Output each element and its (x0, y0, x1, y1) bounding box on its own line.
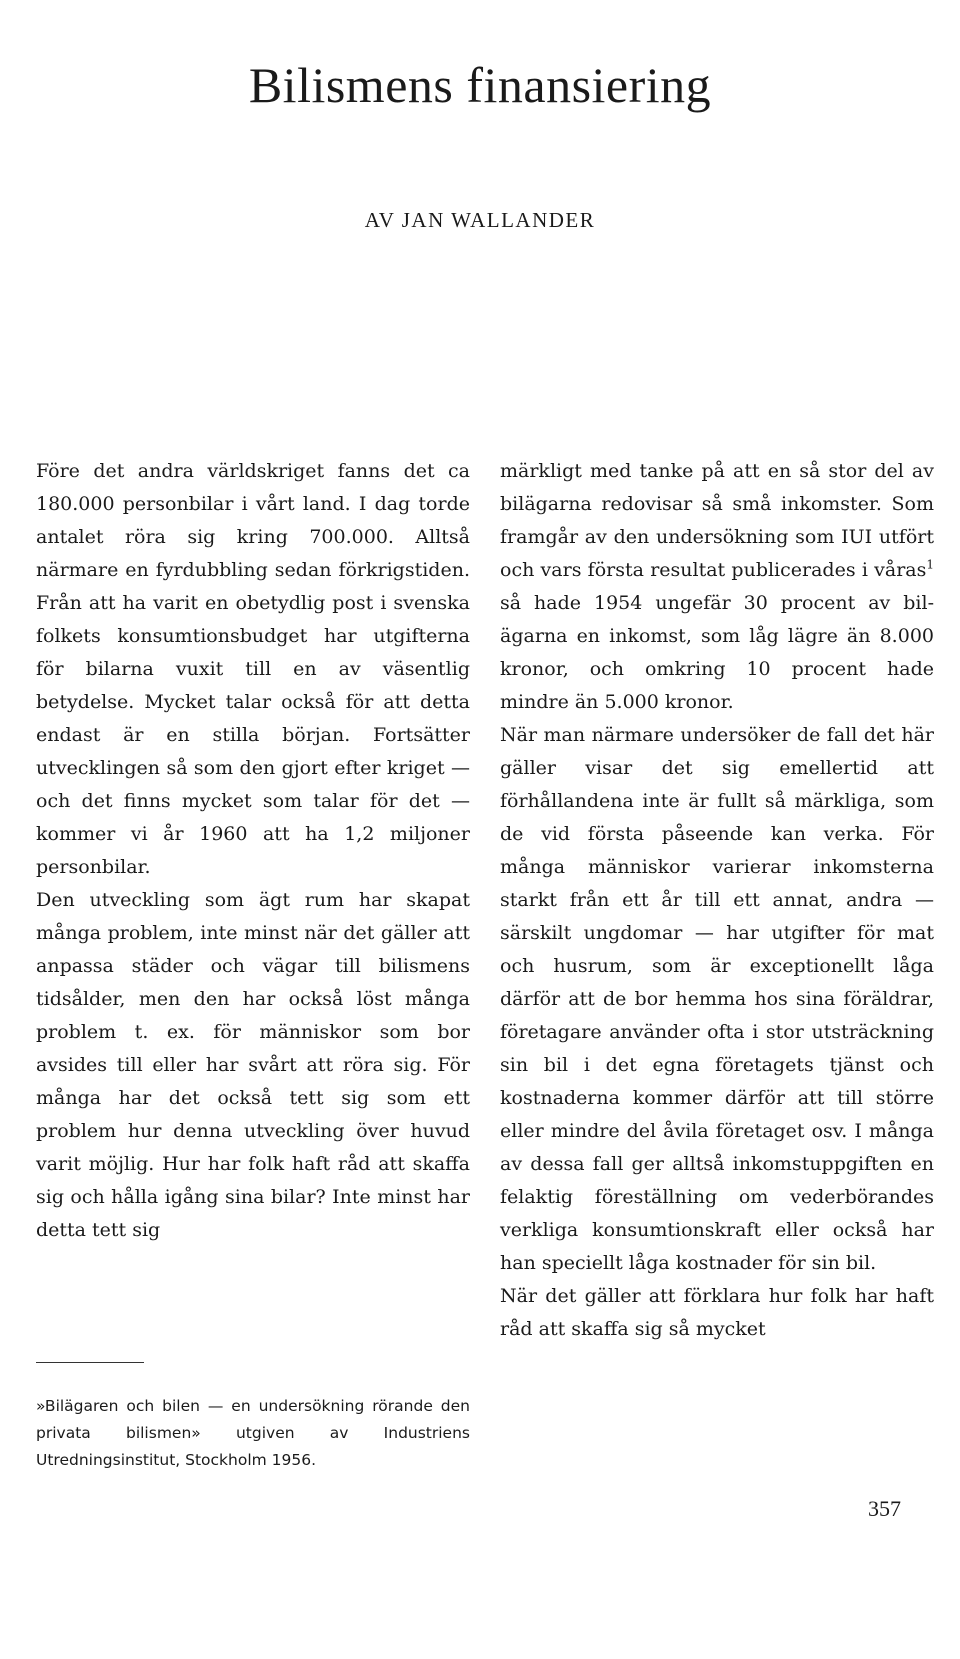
right-paragraph-1 (500, 455, 934, 719)
left-column (36, 455, 470, 1247)
footnote-text: »Bilägaren och bilen — en undersökning rörande den privata bilismen» utgiven av Industriens Utredningsinstitut, Stockholm 1956. (36, 1397, 470, 1469)
right-column (500, 455, 934, 1346)
right-paragraph-1-start: märkligt med tanke på att en så stor del av bilägarna redovisar så små inkomster. Som framgår av den undersökning som IUI utfört och vars första resultat publicerades i våras (500, 460, 934, 581)
page-number: 357 (868, 1496, 901, 1521)
footnote-divider (36, 1362, 144, 1363)
right-paragraph-2: När man närmare undersöker de fall det här gäller visar det sig emellertid att förhållandena inte är fullt så märkliga, som de vid första påseende kan verka. För många människor varierar inkomsterna starkt från ett år till ett annat, andra — särskilt ungdomar — har utgifter för mat och husrum, som är exceptionellt låga därför att de bor hemma hos sina föräldrar, företagare använder ofta i stor utsträckning sin bil i det egna företagets tjänst och kostnaderna kommer därför att till större eller mindre del åvila företaget osv. I många av dessa fall ger alltså inkomstuppgiften en felaktig föreställning om vederbörandes verkliga konsumtionskraft eller också har han speciellt låga kostnader för sin bil. (500, 724, 934, 1274)
footnote-marker: 1 (926, 557, 934, 572)
article-title: Bilismens finansiering (248, 57, 712, 113)
article-byline: AV JAN WALLANDER (364, 208, 596, 232)
left-paragraph-2: Den utveckling som ägt rum har skapat många problem, inte minst när det gäller att anpassa städer och vägar till bilismens tidsålder, men den har också löst många problem t. ex. för människor som bor avsides till eller har svårt att röra sig. För många har det också tett sig som ett problem hur denna utveckling över huvud varit möjlig. Hur har folk haft råd att skaffa sig och hålla igång sina bilar? Inte minst har detta tett sig (36, 889, 470, 1241)
right-paragraph-1-end: så hade 1954 ungefär 30 procent av bilägarna en inkomst, som låg lägre än 8.000 kronor, och omkring 10 procent hade mindre än 5.000 kronor. (500, 592, 934, 713)
right-paragraph-3: När det gäller att förklara hur folk har haft råd att skaffa sig så mycket (500, 1285, 934, 1340)
left-paragraph-1: Före det andra världskriget fanns det ca 180.000 personbilar i vårt land. I dag torde antalet röra sig kring 700.000. Alltså närmare en fyrdubbling sedan förkrigstiden. Från att ha varit en obetydlig post i svenska folkets konsumtionsbudget har utgifterna för bilarna vuxit till en av väsentlig betydelse. Mycket talar också för att detta endast är en stilla början. Fortsätter utvecklingen så som den gjort efter kriget — och det finns mycket som talar för det — kommer vi år 1960 att ha 1,2 miljoner personbilar. (36, 460, 470, 878)
